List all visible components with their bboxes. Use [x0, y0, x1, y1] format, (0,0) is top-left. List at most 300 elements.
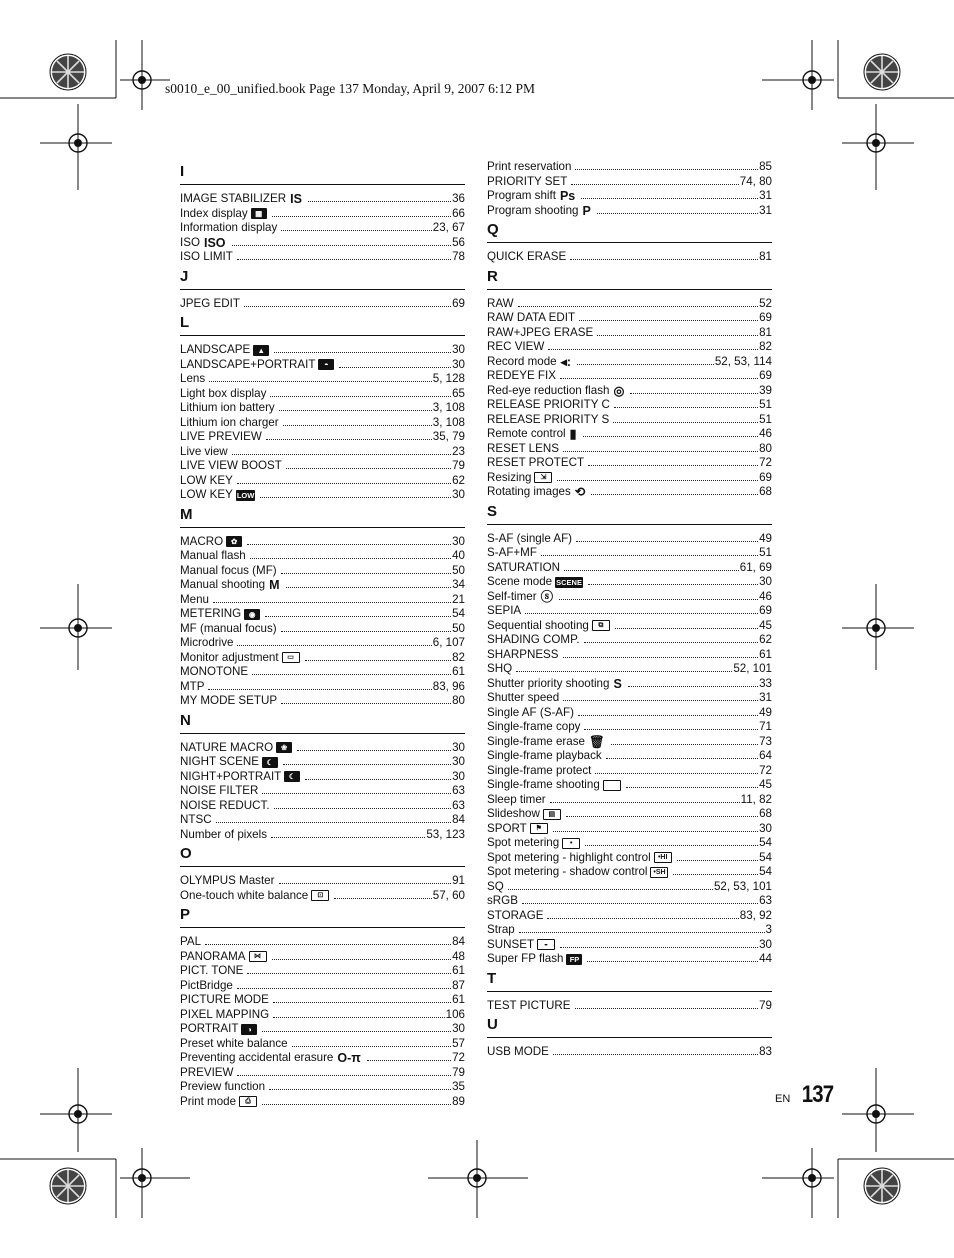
index-entry	[487, 880, 772, 895]
dot-leader	[614, 407, 758, 408]
index-entry	[180, 770, 465, 785]
entry-pages: 61	[452, 964, 465, 977]
mode-icon: O-π	[337, 1051, 361, 1066]
index-entry	[180, 207, 465, 222]
mode-icon: S	[613, 676, 622, 691]
page-number-value: 137	[801, 1081, 834, 1108]
dot-leader	[252, 674, 451, 675]
entry-pages: 45	[759, 618, 772, 632]
entry-pages: 71	[759, 720, 772, 733]
entry-pages: 61, 69	[739, 560, 772, 574]
entry-pages: 54	[759, 836, 772, 849]
entry-term: LIVE PREVIEW	[180, 430, 262, 443]
entry-term: Sequential shooting	[487, 618, 589, 632]
mode-icon: •SH	[650, 867, 668, 878]
dot-leader	[563, 657, 759, 658]
dot-leader	[547, 918, 738, 919]
entry-pages: 5, 128	[432, 372, 465, 385]
mode-icon: ◂:	[560, 354, 572, 369]
dot-leader	[281, 631, 451, 632]
entry-pages: 74, 80	[739, 174, 772, 188]
entry-pages: 63	[759, 894, 772, 907]
entry-pages: 52, 53, 114	[714, 354, 772, 368]
index-entry	[487, 952, 772, 967]
index-entry	[180, 874, 465, 889]
index-entry	[180, 459, 465, 474]
mode-icon	[603, 780, 621, 791]
entry-pages: 61	[452, 993, 465, 1006]
entry-term: SATURATION	[487, 560, 560, 574]
dot-leader	[213, 602, 451, 603]
entry-pages: 62	[452, 473, 465, 487]
entry-pages: 82	[452, 650, 465, 664]
entry-term: Manual shooting	[180, 578, 266, 591]
entry-pages: 30	[759, 821, 772, 835]
section-divider	[180, 733, 465, 734]
index-entry	[487, 413, 772, 428]
index-entry	[180, 549, 465, 564]
entry-term: RELEASE PRIORITY S	[487, 412, 610, 426]
entry-term: LOW KEY	[180, 488, 233, 501]
mode-icon: ⓢ	[540, 589, 554, 604]
dot-leader	[606, 758, 758, 759]
entry-term: PORTRAIT	[180, 1022, 239, 1035]
index-entry	[487, 822, 772, 837]
index-entry	[487, 793, 772, 808]
dot-leader	[553, 1054, 758, 1055]
dot-leader	[577, 364, 714, 365]
entry-term: Spot metering - highlight control	[487, 850, 651, 864]
index-entry	[487, 938, 772, 953]
entry-pages: 6, 107	[432, 636, 465, 649]
index-entry	[487, 807, 772, 822]
entry-term: OLYMPUS Master	[180, 874, 275, 887]
index-entry	[180, 250, 465, 265]
dot-leader	[584, 642, 759, 643]
entry-pages: 84	[452, 935, 465, 948]
dot-leader	[279, 883, 452, 884]
index-entry	[180, 535, 465, 550]
dot-leader	[522, 903, 758, 904]
entry-term: Lens	[180, 372, 206, 385]
index-entry	[180, 799, 465, 814]
dot-leader	[626, 787, 758, 788]
index-entry	[487, 427, 772, 442]
entry-pages: 51	[759, 546, 772, 559]
entry-term: MTP	[180, 679, 205, 693]
entry-pages: 57, 60	[432, 888, 465, 902]
mode-icon: M	[269, 578, 280, 593]
index-entry	[487, 764, 772, 779]
entry-pages: 30	[452, 343, 465, 356]
entry-term: PIXEL MAPPING	[180, 1007, 270, 1021]
dot-leader	[615, 628, 758, 629]
dot-leader	[575, 1008, 759, 1009]
index-entry	[180, 694, 465, 709]
entry-term: NOISE REDUCT.	[180, 798, 270, 812]
index-entry	[180, 651, 465, 666]
section-divider	[487, 289, 772, 290]
dot-leader	[286, 587, 452, 588]
entry-term: REDEYE FIX	[487, 369, 556, 382]
dot-leader	[367, 1060, 451, 1061]
entry-pages: 61	[452, 665, 465, 678]
dot-leader	[628, 686, 758, 687]
entry-pages: 31	[759, 691, 772, 704]
dot-leader	[281, 573, 451, 574]
entry-term: SQ	[487, 879, 504, 893]
dot-leader	[508, 889, 713, 890]
dot-leader	[576, 541, 758, 542]
dot-leader	[283, 764, 451, 765]
dot-leader	[563, 451, 758, 452]
entry-pages: 83, 96	[432, 679, 465, 693]
entry-pages: 30	[452, 1022, 465, 1035]
index-entry	[180, 622, 465, 637]
entry-term: Single-frame protect	[487, 763, 592, 777]
index-entry	[487, 561, 772, 576]
entry-term: PICTURE MODE	[180, 993, 269, 1006]
dot-leader	[578, 715, 758, 716]
mode-icon: ⟲	[574, 485, 586, 500]
dot-leader	[279, 410, 432, 411]
index-entry	[180, 430, 465, 445]
entry-term: USB MODE	[487, 1045, 549, 1058]
mode-icon: ⊡	[311, 890, 329, 901]
entry-pages: 30	[759, 937, 772, 951]
entry-term: S-AF+MF	[487, 546, 537, 559]
entry-pages: 91	[452, 874, 465, 887]
entry-term: Single-frame erase	[487, 734, 585, 748]
dot-leader	[271, 837, 425, 838]
section-divider	[180, 866, 465, 867]
entry-pages: 80	[759, 441, 772, 455]
index-entry	[487, 160, 772, 175]
mode-icon: •	[562, 838, 580, 849]
entry-pages: 79	[759, 998, 772, 1012]
index-entry	[487, 999, 772, 1014]
index-entry	[487, 735, 772, 750]
dot-leader	[581, 198, 758, 199]
index-entry	[180, 401, 465, 416]
entry-pages: 69	[759, 369, 772, 382]
entry-pages: 83	[759, 1045, 772, 1058]
entry-pages: 62	[759, 633, 772, 646]
entry-term: LIVE VIEW BOOST	[180, 459, 282, 472]
entry-term: STORAGE	[487, 908, 544, 922]
entry-term: RAW DATA EDIT	[487, 311, 576, 324]
index-entry	[180, 979, 465, 994]
entry-term: Single AF (S-AF)	[487, 705, 574, 719]
entry-pages: 30	[452, 357, 465, 371]
entry-term: Microdrive	[180, 636, 234, 649]
index-entry	[180, 993, 465, 1008]
dot-leader	[591, 494, 758, 495]
index-entry	[180, 564, 465, 579]
mode-icon: ▦	[251, 208, 267, 219]
print-header: s0010_e_00_unified.book Page 137 Monday, April 9, 2007 6:12 PM	[165, 81, 535, 96]
entry-term: IMAGE STABILIZER	[180, 192, 287, 205]
mode-icon: ⇲	[534, 472, 552, 483]
dot-leader	[559, 599, 758, 600]
entry-pages: 30	[452, 769, 465, 783]
dot-leader	[518, 306, 758, 307]
entry-term: ISO LIMIT	[180, 250, 233, 263]
dot-leader	[588, 584, 758, 585]
entry-term: MACRO	[180, 534, 224, 548]
index-entry	[180, 741, 465, 756]
index-entry	[487, 648, 772, 663]
index-entry	[487, 590, 772, 605]
dot-leader	[597, 335, 758, 336]
dot-leader	[525, 613, 758, 614]
entry-pages: 30	[452, 488, 465, 501]
dot-leader	[339, 367, 451, 368]
dot-leader	[262, 1104, 451, 1105]
entry-term: MONOTONE	[180, 665, 249, 678]
entry-pages: 63	[452, 784, 465, 797]
entry-pages: 33	[759, 676, 772, 690]
entry-term: METERING	[180, 607, 242, 620]
entry-pages: 49	[759, 531, 772, 545]
index-entry	[180, 192, 465, 207]
index-entry	[180, 1066, 465, 1081]
dot-leader	[274, 808, 452, 809]
entry-term: TEST PICTURE	[487, 998, 571, 1012]
entry-pages: 21	[452, 592, 465, 606]
index-entry	[487, 633, 772, 648]
dot-leader	[281, 703, 451, 704]
entry-term: Menu	[180, 592, 210, 606]
entry-pages: 81	[759, 250, 772, 263]
index-entry	[180, 445, 465, 460]
entry-term: One-touch white balance	[180, 888, 309, 902]
entry-pages: 46	[759, 427, 772, 440]
entry-pages: 80	[452, 694, 465, 707]
mode-icon: LOW	[236, 490, 255, 500]
dot-leader	[630, 393, 758, 394]
entry-pages: 85	[759, 160, 772, 173]
entry-pages: 65	[452, 386, 465, 400]
dot-leader	[541, 555, 758, 556]
entry-pages: 72	[452, 1051, 465, 1064]
entry-pages: 69	[759, 604, 772, 617]
index-entry	[180, 372, 465, 387]
entry-pages: 89	[452, 1094, 465, 1108]
index-entry	[487, 619, 772, 634]
dot-leader	[677, 860, 758, 861]
dot-leader	[588, 465, 758, 466]
dot-leader	[585, 845, 758, 846]
dot-leader	[250, 558, 451, 559]
dot-leader	[579, 320, 758, 321]
entry-pages: 50	[452, 621, 465, 635]
entry-term: Program shift	[487, 189, 556, 202]
index-entry	[180, 950, 465, 965]
index-entry	[487, 749, 772, 764]
index-entry	[180, 387, 465, 402]
section-divider	[180, 527, 465, 528]
dot-leader	[297, 750, 451, 751]
entry-term: Program shooting	[487, 203, 579, 217]
dot-leader	[673, 874, 758, 875]
index-entry	[487, 384, 772, 399]
entry-term: LANDSCAPE+PORTRAIT	[180, 357, 316, 371]
entry-term: Strap	[487, 923, 515, 936]
entry-term: Shutter priority shooting	[487, 676, 610, 690]
index-entry	[487, 175, 772, 190]
entry-pages: 46	[759, 589, 772, 603]
section-divider	[180, 184, 465, 185]
entry-term: RELEASE PRIORITY C	[487, 398, 610, 411]
index-entry	[487, 677, 772, 692]
entry-pages: 30	[759, 575, 772, 588]
mode-icon: ❀	[276, 742, 292, 753]
entry-pages: 53, 123	[426, 827, 465, 841]
entry-pages: 72	[759, 456, 772, 469]
dot-leader	[244, 306, 451, 307]
entry-pages: 63	[452, 798, 465, 812]
entry-pages: 72	[759, 763, 772, 777]
index-entry	[487, 1045, 772, 1060]
index-entry	[487, 471, 772, 486]
index-entry	[180, 1051, 465, 1066]
index-entry	[180, 221, 465, 236]
dot-leader	[237, 259, 451, 260]
index-entry	[487, 297, 772, 312]
entry-pages: 81	[759, 325, 772, 339]
index-column-left	[180, 160, 465, 1109]
index-entry	[180, 1022, 465, 1037]
section-letter: U	[487, 1016, 498, 1033]
dot-leader	[560, 947, 758, 948]
mode-icon: 🗑	[588, 734, 605, 749]
dot-leader	[260, 497, 451, 498]
entry-pages: 31	[759, 189, 772, 202]
index-entry	[487, 894, 772, 909]
dot-leader	[281, 230, 431, 231]
entry-pages: 52, 53, 101	[713, 879, 772, 893]
section-divider	[180, 289, 465, 290]
dot-leader	[570, 259, 758, 260]
entry-term: Remote control	[487, 427, 566, 440]
section-letter: Q	[487, 221, 499, 238]
index-entry	[180, 416, 465, 431]
dot-leader	[292, 1046, 451, 1047]
entry-pages: 52, 101	[733, 662, 772, 675]
language-label: EN	[775, 1093, 791, 1105]
section-letter: J	[180, 267, 189, 285]
entry-pages: 39	[759, 383, 772, 397]
dot-leader	[560, 378, 758, 379]
dot-leader	[305, 779, 451, 780]
index-entry	[487, 662, 772, 677]
index-entry	[180, 593, 465, 608]
entry-term: Sleep timer	[487, 792, 546, 806]
section-letter: O	[180, 845, 192, 862]
dot-leader	[334, 898, 432, 899]
entry-term: SHQ	[487, 662, 513, 675]
entry-pages: 44	[759, 952, 772, 965]
dot-leader	[265, 616, 451, 617]
entry-term: Preventing accidental erasure	[180, 1051, 334, 1064]
entry-pages: 34	[452, 578, 465, 591]
entry-term: Print mode	[180, 1094, 237, 1108]
dot-leader	[274, 352, 451, 353]
entry-term: PRIORITY SET	[487, 174, 568, 188]
entry-term: SEPIA	[487, 604, 522, 617]
index-entry	[487, 189, 772, 204]
entry-term: NATURE MACRO	[180, 740, 274, 754]
mode-icon: Ps	[559, 189, 576, 204]
entry-pages: 36	[452, 192, 465, 205]
dot-leader	[563, 700, 758, 701]
mode-icon: ▮	[569, 427, 577, 442]
mode-icon: ▭	[282, 652, 300, 663]
entry-term: S-AF (single AF)	[487, 531, 573, 545]
mode-icon: ◒	[537, 939, 555, 950]
dot-leader	[237, 645, 431, 646]
index-entry	[180, 1095, 465, 1110]
index-entry	[180, 343, 465, 358]
dot-leader	[205, 944, 451, 945]
entry-term: SUNSET	[487, 937, 535, 951]
index-entry	[487, 456, 772, 471]
entry-pages: 51	[759, 398, 772, 411]
dot-leader	[270, 396, 451, 397]
dot-leader	[266, 439, 432, 440]
dot-leader	[232, 245, 452, 246]
section-letter: L	[180, 314, 190, 331]
entry-term: REC VIEW	[487, 340, 545, 353]
entry-term: QUICK ERASE	[487, 250, 567, 263]
index-entry	[487, 250, 772, 265]
index-entry	[487, 532, 772, 547]
index-entry	[487, 369, 772, 384]
mode-icon: •HI	[654, 852, 672, 863]
entry-term: Monitor adjustment	[180, 650, 279, 664]
entry-term: NOISE FILTER	[180, 784, 259, 797]
dot-leader	[237, 988, 451, 989]
entry-pages: 78	[452, 250, 465, 263]
dot-leader	[269, 1089, 451, 1090]
dot-leader	[587, 961, 758, 962]
entry-pages: 64	[759, 749, 772, 762]
entry-term: SHADING COMP.	[487, 633, 580, 646]
dot-leader	[550, 802, 740, 803]
mode-icon: FP	[566, 954, 582, 965]
dot-leader	[283, 425, 432, 426]
entry-term: Manual flash	[180, 549, 246, 562]
entry-pages: 54	[759, 850, 772, 864]
entry-pages: 3	[765, 923, 772, 936]
index-entry	[487, 604, 772, 619]
mode-icon: ◓	[318, 359, 334, 370]
entry-term: Super FP flash	[487, 952, 564, 965]
index-entry	[180, 665, 465, 680]
entry-term: Resizing	[487, 470, 532, 484]
index-entry	[487, 326, 772, 341]
entry-term: PICT. TONE	[180, 964, 244, 977]
entry-term: MF (manual focus)	[180, 621, 277, 635]
entry-term: Print reservation	[487, 160, 572, 173]
mode-icon: IS	[290, 192, 302, 207]
dot-leader	[305, 660, 452, 661]
dot-leader	[564, 570, 739, 571]
dot-leader	[237, 1075, 451, 1076]
mode-icon: ☾	[284, 771, 300, 782]
entry-pages: 31	[759, 203, 772, 217]
